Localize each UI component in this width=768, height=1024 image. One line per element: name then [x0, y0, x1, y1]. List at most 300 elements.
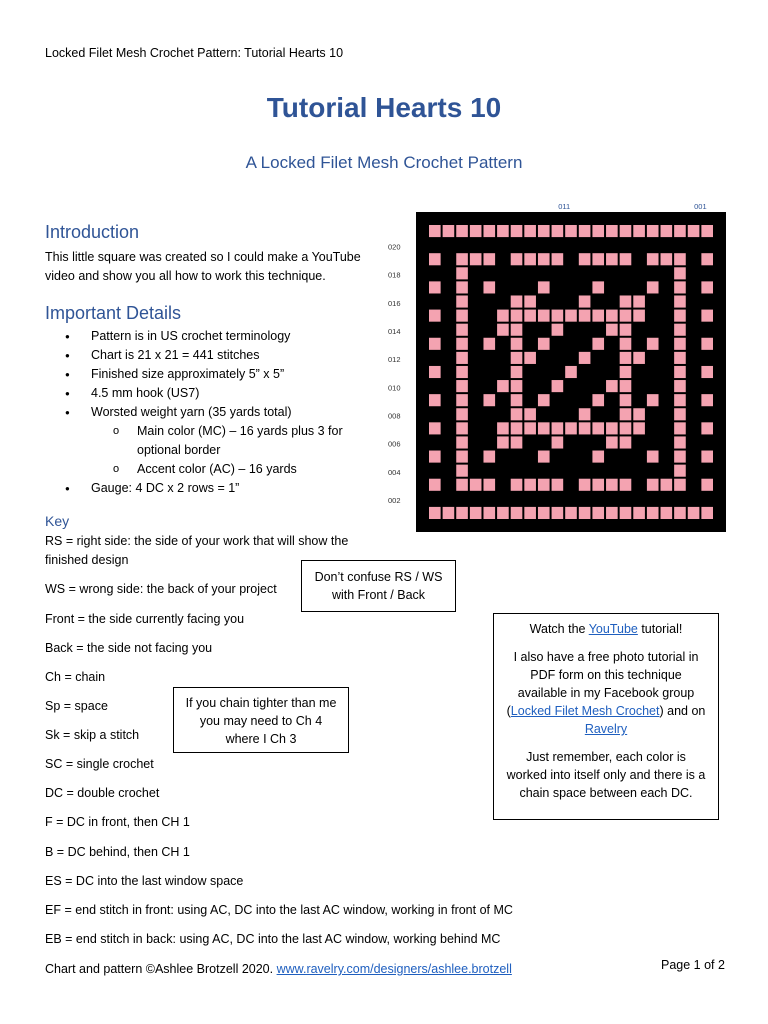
- chart-cell-accent: [456, 422, 468, 434]
- chart-cell-main: [633, 493, 645, 505]
- chart-cell-main: [661, 281, 673, 293]
- chart-cell-accent: [552, 225, 564, 237]
- chart-cell-main: [524, 451, 536, 463]
- chart-cell-main: [565, 352, 577, 364]
- chart-cell-main: [538, 436, 550, 448]
- chart-cell-main: [620, 239, 632, 251]
- chart-cell-accent: [633, 295, 645, 307]
- chart-cell-accent: [606, 225, 618, 237]
- callout-paragraph: [494, 648, 718, 738]
- chart-cell-main: [688, 408, 700, 420]
- chart-cell-main: [483, 422, 495, 434]
- chart-cell-main: [511, 239, 523, 251]
- key-item: SC = single crochet: [45, 757, 154, 771]
- chart-cell-accent: [565, 422, 577, 434]
- chart-cell-main: [443, 451, 455, 463]
- chart-cell-accent: [497, 422, 509, 434]
- chart-cell-accent: [511, 394, 523, 406]
- chart-cell-main: [647, 352, 659, 364]
- chart-cell-accent: [497, 436, 509, 448]
- chart-cell-main: [661, 394, 673, 406]
- chart-cell-accent: [552, 310, 564, 322]
- chart-cell-main: [661, 493, 673, 505]
- chart-cell-main: [579, 267, 591, 279]
- chart-cell-accent: [524, 422, 536, 434]
- chart-cell-accent: [661, 225, 673, 237]
- chart-cell-accent: [552, 507, 564, 519]
- key-item: F = DC in front, then CH 1: [45, 815, 190, 829]
- chart-cell-main: [661, 408, 673, 420]
- chart-cell-main: [579, 465, 591, 477]
- subitem-line: Main color (MC) – 16 yards plus 3 for: [137, 424, 343, 438]
- chart-cell-accent: [565, 507, 577, 519]
- introduction-text: [45, 248, 361, 286]
- chart-cell-main: [497, 479, 509, 491]
- callout-text: ) and on: [659, 704, 706, 718]
- chart-cell-accent: [592, 253, 604, 265]
- chart-cell-accent: [524, 253, 536, 265]
- chart-cell-main: [483, 352, 495, 364]
- chart-cell-main: [633, 436, 645, 448]
- facebook-group-link[interactable]: Locked Filet Mesh Crochet: [510, 704, 660, 718]
- chart-cell-main: [565, 479, 577, 491]
- chart-cell-accent: [579, 352, 591, 364]
- chart-cell-main: [470, 422, 482, 434]
- chart-cell-main: [552, 366, 564, 378]
- chart-cell-main: [647, 239, 659, 251]
- chart-cell-accent: [620, 408, 632, 420]
- chart-cell-accent: [483, 338, 495, 350]
- chart-cell-main: [661, 380, 673, 392]
- chart-cell-main: [688, 324, 700, 336]
- details-subitem: [45, 422, 375, 460]
- subitem-line: optional border: [137, 443, 221, 457]
- chart-cell-main: [579, 493, 591, 505]
- chart-cell-accent: [674, 380, 686, 392]
- chart-cell-main: [538, 380, 550, 392]
- chart-cell-accent: [538, 281, 550, 293]
- chart-cell-main: [483, 324, 495, 336]
- chart-cell-accent: [620, 380, 632, 392]
- key-item: Front = the side currently facing you: [45, 612, 245, 626]
- chart-cell-accent: [456, 507, 468, 519]
- details-item: ● Gauge: 4 DC x 2 rows = 1”: [45, 479, 375, 498]
- chart-cell-accent: [511, 310, 523, 322]
- chart-cell-main: [456, 493, 468, 505]
- chart-cell-accent: [456, 380, 468, 392]
- chart-cell-main: [429, 493, 441, 505]
- chart-cell-accent: [633, 507, 645, 519]
- details-item: ● 4.5 mm hook (US7): [45, 384, 375, 403]
- chart-cell-main: [538, 324, 550, 336]
- chart-cell-main: [497, 352, 509, 364]
- chart-cell-main: [497, 408, 509, 420]
- chart-cell-accent: [552, 436, 564, 448]
- chart-cell-accent: [592, 479, 604, 491]
- chart-cell-main: [565, 324, 577, 336]
- chart-cell-main: [511, 267, 523, 279]
- chart-cell-accent: [538, 253, 550, 265]
- chart-cell-main: [701, 267, 713, 279]
- chart-cell-main: [592, 324, 604, 336]
- key-item: ES = DC into the last window space: [45, 874, 244, 888]
- chart-cell-main: [470, 324, 482, 336]
- chart-cell-accent: [579, 295, 591, 307]
- chart-cell-accent: [524, 225, 536, 237]
- chart-cell-accent: [661, 507, 673, 519]
- callout-line: I also have a free photo tutorial in: [513, 650, 699, 664]
- chart-cell-main: [633, 394, 645, 406]
- chart-cell-accent: [470, 479, 482, 491]
- chart-cell-accent: [674, 479, 686, 491]
- chart-cell-accent: [429, 281, 441, 293]
- chart-cell-main: [701, 380, 713, 392]
- chart-cell-accent: [674, 281, 686, 293]
- chart-cell-main: [633, 239, 645, 251]
- chart-cell-main: [443, 436, 455, 448]
- chart-cell-accent: [661, 253, 673, 265]
- chart-cell-accent: [524, 408, 536, 420]
- chart-cell-main: [565, 408, 577, 420]
- chart-cell-accent: [633, 422, 645, 434]
- chart-cell-accent: [579, 507, 591, 519]
- chart-cell-main: [483, 436, 495, 448]
- chart-cell-main: [565, 267, 577, 279]
- chart-cell-accent: [538, 479, 550, 491]
- chart-cell-accent: [620, 338, 632, 350]
- chart-cell-main: [647, 422, 659, 434]
- chart-cell-accent: [606, 253, 618, 265]
- chart-cell-accent: [633, 352, 645, 364]
- chart-cell-main: [497, 366, 509, 378]
- chart-cell-accent: [483, 253, 495, 265]
- designer-url-link[interactable]: www.ravelry.com/designers/ashlee.brotzell: [276, 962, 512, 976]
- chart-cell-main: [483, 380, 495, 392]
- chart-cell-main: [688, 310, 700, 322]
- chart-cell-main: [688, 493, 700, 505]
- chart-cell-accent: [429, 422, 441, 434]
- chart-cell-main: [661, 422, 673, 434]
- chart-cell-main: [552, 338, 564, 350]
- chart-cell-main: [633, 465, 645, 477]
- ravelry-link[interactable]: Ravelry: [584, 722, 628, 736]
- chart-cell-main: [579, 366, 591, 378]
- chart-cell-main: [470, 493, 482, 505]
- chart-cell-main: [497, 465, 509, 477]
- chart-cell-accent: [620, 422, 632, 434]
- chart-cell-main: [647, 465, 659, 477]
- chart-y-tick-label: 010: [388, 383, 401, 393]
- chart-cell-accent: [620, 295, 632, 307]
- chart-cell-main: [579, 239, 591, 251]
- chart-cell-main: [443, 310, 455, 322]
- chart-cell-accent: [511, 225, 523, 237]
- chart-cell-accent: [688, 225, 700, 237]
- chart-cell-accent: [456, 465, 468, 477]
- callout-text: (: [506, 704, 511, 718]
- chart-cell-main: [661, 465, 673, 477]
- details-item: ● Finished size approximately 5” x 5”: [45, 365, 375, 384]
- chart-cell-main: [592, 267, 604, 279]
- chart-cell-main: [633, 451, 645, 463]
- chart-cell-main: [470, 281, 482, 293]
- chart-cell-main: [688, 253, 700, 265]
- chart-cell-main: [565, 436, 577, 448]
- chart-cell-main: [606, 394, 618, 406]
- chart-cell-accent: [565, 366, 577, 378]
- chart-cell-main: [592, 408, 604, 420]
- chart-cell-main: [497, 253, 509, 265]
- chart-cell-main: [483, 267, 495, 279]
- callout-paragraph: [494, 620, 718, 638]
- chart-cell-accent: [701, 281, 713, 293]
- chart-y-tick-label: 006: [388, 439, 401, 449]
- chart-cell-accent: [592, 507, 604, 519]
- chart-cell-main: [579, 281, 591, 293]
- key-item: DC = double crochet: [45, 786, 160, 800]
- callout-line: available in my Facebook group: [517, 686, 695, 700]
- chart-cell-accent: [511, 380, 523, 392]
- details-item: ● Pattern is in US crochet terminology: [45, 327, 375, 346]
- chart-cell-accent: [429, 366, 441, 378]
- chart-cell-accent: [579, 253, 591, 265]
- chart-cell-accent: [497, 310, 509, 322]
- chart-cell-accent: [511, 436, 523, 448]
- chart-cell-main: [633, 281, 645, 293]
- running-header: Locked Filet Mesh Crochet Pattern: Tutorial Hearts 10: [45, 46, 344, 60]
- chart-cell-main: [443, 422, 455, 434]
- chart-cell-main: [661, 310, 673, 322]
- chart-cell-main: [592, 295, 604, 307]
- chart-cell-accent: [674, 465, 686, 477]
- chart-cell-accent: [620, 366, 632, 378]
- chart-cell-accent: [456, 225, 468, 237]
- chart-cell-main: [456, 239, 468, 251]
- chart-cell-main: [524, 366, 536, 378]
- chart-cell-main: [429, 380, 441, 392]
- chart-cell-accent: [511, 366, 523, 378]
- chart-cell-accent: [633, 310, 645, 322]
- chart-cell-accent: [579, 310, 591, 322]
- chart-cell-accent: [456, 451, 468, 463]
- chart-cell-accent: [701, 366, 713, 378]
- chart-cell-accent: [538, 394, 550, 406]
- chart-cell-main: [429, 267, 441, 279]
- chart-cell-main: [647, 295, 659, 307]
- chart-cell-main: [552, 394, 564, 406]
- callout-line: [494, 720, 718, 738]
- youtube-link[interactable]: YouTube: [588, 622, 638, 636]
- chart-cell-main: [483, 366, 495, 378]
- chart-cell-main: [606, 493, 618, 505]
- chart-cell-accent: [647, 338, 659, 350]
- chart-cell-accent: [456, 366, 468, 378]
- key-item: Ch = chain: [45, 670, 106, 684]
- chart-cell-main: [429, 436, 441, 448]
- chart-cell-main: [524, 281, 536, 293]
- chart-cell-main: [565, 338, 577, 350]
- chart-cell-accent: [511, 507, 523, 519]
- chart-cell-accent: [470, 225, 482, 237]
- chart-y-tick-label: 002: [388, 496, 401, 506]
- chart-cell-main: [538, 465, 550, 477]
- chart-cell-main: [443, 408, 455, 420]
- details-item: ● Worsted weight yarn (35 yards total): [45, 403, 375, 422]
- chart-cell-main: [470, 295, 482, 307]
- chart-cell-accent: [647, 479, 659, 491]
- chart-cell-main: [647, 493, 659, 505]
- chart-cell-main: [443, 352, 455, 364]
- chart-cell-main: [661, 267, 673, 279]
- page-number: Page 1 of 2: [661, 958, 725, 972]
- chart-cell-accent: [701, 394, 713, 406]
- chart-cell-main: [443, 465, 455, 477]
- chart-cell-accent: [592, 422, 604, 434]
- chart-cell-accent: [674, 394, 686, 406]
- chart-cell-main: [688, 338, 700, 350]
- chart-cell-main: [661, 436, 673, 448]
- chart-cell-accent: [620, 394, 632, 406]
- chart-cell-accent: [497, 380, 509, 392]
- details-subitem: o Accent color (AC) – 16 yards: [45, 460, 375, 479]
- chart-cell-main: [701, 295, 713, 307]
- chart-cell-accent: [633, 408, 645, 420]
- chart-cell-main: [524, 267, 536, 279]
- chart-cell-main: [511, 493, 523, 505]
- chart-cell-accent: [674, 253, 686, 265]
- key-item: EB = end stitch in back: using AC, DC into the last AC window, working behind MC: [45, 932, 501, 946]
- chart-cell-main: [552, 451, 564, 463]
- chart-cell-main: [701, 436, 713, 448]
- chart-cell-accent: [511, 422, 523, 434]
- chart-cell-main: [524, 239, 536, 251]
- chart-cell-accent: [483, 507, 495, 519]
- chart-cell-main: [606, 465, 618, 477]
- chart-cell-main: [497, 394, 509, 406]
- chart-cell-accent: [552, 253, 564, 265]
- chart-cell-main: [565, 253, 577, 265]
- chart-cell-accent: [511, 408, 523, 420]
- chart-cell-accent: [511, 324, 523, 336]
- callout-line: where I Ch 3: [225, 732, 297, 746]
- chart-cell-accent: [647, 394, 659, 406]
- key-item: Sp = space: [45, 699, 108, 713]
- chart-cell-accent: [456, 295, 468, 307]
- chart-cell-accent: [674, 352, 686, 364]
- chart-cell-main: [538, 408, 550, 420]
- page-subtitle: A Locked Filet Mesh Crochet Pattern: [245, 153, 523, 172]
- chart-cell-main: [661, 324, 673, 336]
- chart-cell-accent: [579, 479, 591, 491]
- chart-cell-accent: [456, 408, 468, 420]
- chart-cell-main: [606, 267, 618, 279]
- chart-cell-accent: [674, 507, 686, 519]
- chart-cell-main: [661, 239, 673, 251]
- chart-cell-accent: [565, 225, 577, 237]
- callout-line: you may need to Ch 4: [199, 714, 323, 728]
- chart-y-tick-label: 016: [388, 298, 401, 308]
- chart-cell-main: [701, 324, 713, 336]
- chart-cell-main: [606, 451, 618, 463]
- chart-cell-accent: [511, 295, 523, 307]
- pattern-chart: [386, 200, 731, 540]
- chart-cell-accent: [483, 479, 495, 491]
- chart-cell-main: [633, 253, 645, 265]
- chart-cell-main: [633, 479, 645, 491]
- key-item: WS = wrong side: the back of your project: [45, 582, 277, 596]
- chart-cell-main: [633, 366, 645, 378]
- chart-cell-main: [701, 352, 713, 364]
- chart-cell-accent: [538, 451, 550, 463]
- chart-cell-accent: [701, 451, 713, 463]
- chart-cell-accent: [456, 352, 468, 364]
- chart-cell-main: [688, 451, 700, 463]
- chart-cell-main: [579, 436, 591, 448]
- callout-line: worked into itself only and there is a: [506, 768, 706, 782]
- chart-cell-accent: [456, 267, 468, 279]
- chart-cell-accent: [443, 225, 455, 237]
- chart-cell-main: [470, 380, 482, 392]
- chart-cell-accent: [592, 338, 604, 350]
- chart-cell-accent: [592, 394, 604, 406]
- chart-cell-main: [443, 253, 455, 265]
- chart-cell-accent: [701, 507, 713, 519]
- chart-cell-main: [620, 267, 632, 279]
- key-line: finished design: [45, 553, 129, 567]
- chart-y-tick-label: 018: [388, 270, 401, 280]
- footer: [45, 962, 512, 976]
- chart-cell-accent: [674, 451, 686, 463]
- chart-cell-main: [552, 281, 564, 293]
- chart-cell-main: [538, 239, 550, 251]
- chart-cell-main: [470, 310, 482, 322]
- chart-y-tick-label: 008: [388, 411, 401, 421]
- chart-cell-main: [688, 380, 700, 392]
- chart-cell-accent: [538, 507, 550, 519]
- chart-cell-main: [661, 366, 673, 378]
- chart-cell-main: [661, 295, 673, 307]
- chart-cell-accent: [470, 253, 482, 265]
- chart-cell-accent: [552, 380, 564, 392]
- callout-paragraph: [494, 748, 718, 802]
- chart-cell-main: [633, 267, 645, 279]
- chart-cell-main: [620, 281, 632, 293]
- chart-cell-main: [511, 465, 523, 477]
- chart-cell-main: [470, 352, 482, 364]
- chart-cell-main: [524, 436, 536, 448]
- chart-cell-accent: [429, 451, 441, 463]
- chart-cell-accent: [647, 253, 659, 265]
- chart-cell-main: [538, 352, 550, 364]
- chart-cell-accent: [674, 366, 686, 378]
- chart-cell-accent: [674, 267, 686, 279]
- chart-cell-main: [606, 338, 618, 350]
- chart-cell-main: [552, 408, 564, 420]
- chart-cell-main: [443, 394, 455, 406]
- callout-line: Don’t confuse RS / WS: [314, 570, 443, 584]
- chart-cell-main: [552, 239, 564, 251]
- chart-cell-main: [606, 408, 618, 420]
- chart-cell-main: [565, 239, 577, 251]
- key-item: Back = the side not facing you: [45, 641, 213, 655]
- chart-cell-accent: [524, 479, 536, 491]
- callout-text: Watch the: [529, 622, 589, 636]
- chart-cell-accent: [429, 394, 441, 406]
- chart-cell-main: [701, 408, 713, 420]
- chart-cell-accent: [524, 507, 536, 519]
- chart-cell-accent: [429, 507, 441, 519]
- chart-cell-accent: [538, 310, 550, 322]
